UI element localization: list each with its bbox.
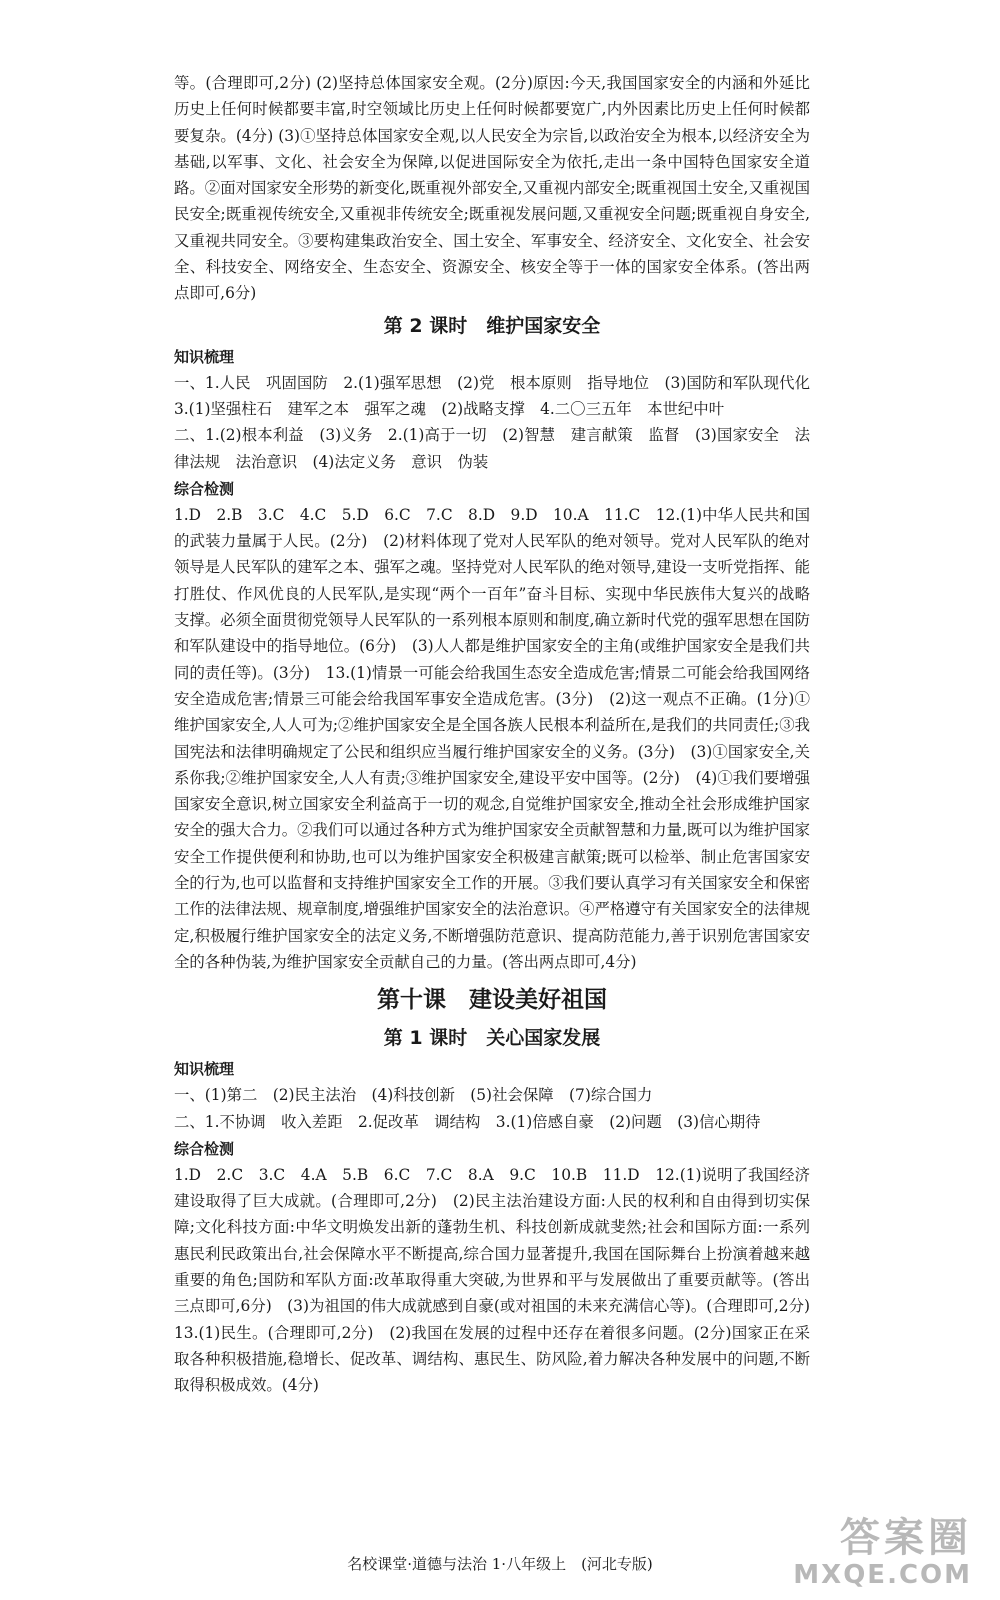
watermark-logo: 答案圈: [840, 1515, 972, 1561]
lesson2-knowledge-part1: 一、1.人民 巩固国防 2.(1)强军思想 (2)党 根本原则 指导地位 (3)国防和军队现代化 3.(1)坚强柱石 建军之本 强军之魂 (2)战略支撑 4.二〇三五年 本世纪中叶: [174, 373, 826, 418]
unit10-knowledge-part2: 二、1.不协调 收入差距 2.促改革 调结构 3.(1)倍感自豪 (2)问题 (3)信心期待: [174, 1112, 761, 1131]
unit10-knowledge-part1: 一、(1)第二 (2)民主法治 (4)科技创新 (5)社会保障 (7)综合国力: [174, 1086, 653, 1105]
page-footer: 名校课堂·道德与法治 1·八年级上 (河北专版): [347, 1555, 653, 1573]
unit10-title: 第十课 建设美好祖国: [377, 987, 607, 1014]
intro-paragraph: 等。(合理即可,2分) (2)坚持总体国家安全观。(2分)原因:今天,我国国家安全的内涵和外延比历史上任何时候都要丰富,时空领域比历史上任何时候都要宽广,内外因素比历史上任何时候都要复杂。(4分) (3)①坚持总体国家安全观,以人民安全为宗旨,以政治安全为根本,以经济安全为基础,以军事、文化、社会安全为保障,以促进国际安全为依托,走出一条中国特色国家安全道路。②面对国家安全形势的新变化,既重视外部安全,又重视内部安全;既重视国土安全,又重视国民安全;既重视传统安全,又重视非传统安全;既重视发展问题,又重视安全问题;既重视自身安全,又重视共同安全。③要构建集政治安全、国土安全、军事安全、经济安全、文化安全、社会安全、科技安全、网络安全、生态安全、资源安全、核安全等于一体的国家安全体系。(答出两点即可,6分): [174, 74, 810, 303]
lesson2-title: 第 2 课时 维护国家安全: [383, 314, 601, 337]
lesson2-knowledge-heading: 知识梳理: [174, 347, 235, 366]
unit10-knowledge-heading: 知识梳理: [174, 1060, 235, 1079]
lesson2-knowledge-part2: 二、1.(2)根本利益 (3)义务 2.(1)高于一切 (2)智慧 建言献策 监督 (3)国家安全 法律法规 法治意识 (4)法定义务 意识 伪装: [174, 426, 810, 471]
unit10-test-heading: 综合检测: [174, 1139, 235, 1158]
unit10-lesson1-title: 第 1 课时 关心国家发展: [383, 1027, 601, 1050]
watermark: [793, 1516, 972, 1590]
lesson2-test-answers: 1.D 2.B 3.C 4.C 5.D 6.C 7.C 8.D 9.D 10.A 11.C 12.(1)中华人民共和国的武装力量属于人民。(2分) (2)材料体现了党对人民军队的绝对领导。党对人民军队的绝对领导是人民军队的建军之本、强军之魂。坚持党对人民军队的绝对领导,建设一支听党指挥、能打胜仗、作风优良的人民军队,是实现“两个一百年”奋斗目标、实现中华民族伟大复兴的战略支撑。必须全面贯彻党领导人民军队的一系列根本原则和制度,确立新时代党的强军思想在国防和军队建设中的指导地位。(6分) (3)人人都是维护国家安全的主角(或维护国家安全是我们共同的责任等)。(3分) 13.(1)情景一可能会给我国生态安全造成危害;情景二可能会给我国网络安全造成危害;情景三可能会给我国军事安全造成危害。(3分) (2)这一观点不正确。(1分)①维护国家安全,人人可为;②维护国家安全是全国各族人民根本利益所在,是我们的共同责任;③我国宪法和法律明确规定了公民和组织应当履行维护国家安全的义务。(3分) (3)①国家安全,关系你我;②维护国家安全,人人有责;③维护国家安全,建设平安中国等。(2分) (4)①我们要增强国家安全意识,树立国家安全利益高于一切的观念,自觉维护国家安全,推动全社会形成维护国家安全的强大合力。②我们可以通过各种方式为维护国家安全贡献智慧和力量,既可以为维护国家安全工作提供便利和协助,也可以为维护国家安全积极建言献策;既可以检举、制止危害国家安全的行为,也可以监督和支持维护国家安全工作的开展。③我们要认真学习有关国家安全和保密工作的法律法规、规章制度,增强维护国家安全的法治意识。④严格遵守有关国家安全的法律规定,积极履行维护国家安全的法定义务,不断增强防范意识、提高防范能力,善于识别危害国家安全的各种伪装,为维护国家安全贡献自己的力量。(答出两点即可,4分): [174, 505, 810, 971]
answer-content: [174, 70, 826, 1398]
lesson2-test-heading: 综合检测: [174, 479, 235, 498]
unit10-test-answers: 1.D 2.C 3.C 4.A 5.B 6.C 7.C 8.A 9.C 10.B 11.D 12.(1)说明了我国经济建设取得了巨大成就。(合理即可,2分) (2)民主法治建设方面:人民的权利和自由得到切实保障;文化科技方面:中华文明焕发出新的蓬勃生机、科技创新成就斐然;社会和国际方面:一系列惠民利民政策出台,社会保障水平不断提高,综合国力显著提升,我国在国际舞台上扮演着越来越重要的角色;国防和军队方面:改革取得重大突破,为世界和平与发展做出了重要贡献等。(答出三点即可,6分) (3)为祖国的伟大成就感到自豪(或对祖国的未来充满信心等)。(合理即可,2分) 13.(1)民生。(合理即可,2分) (2)我国在发展的过程中还存在着很多问题。(2分)国家正在采取各种积极措施,稳增长、促改革、调结构、惠民生、防风险,着力解决各种发展中的问题,不断取得积极成效。(4分): [174, 1165, 826, 1395]
watermark-site: MXQE.COM: [793, 1560, 972, 1590]
